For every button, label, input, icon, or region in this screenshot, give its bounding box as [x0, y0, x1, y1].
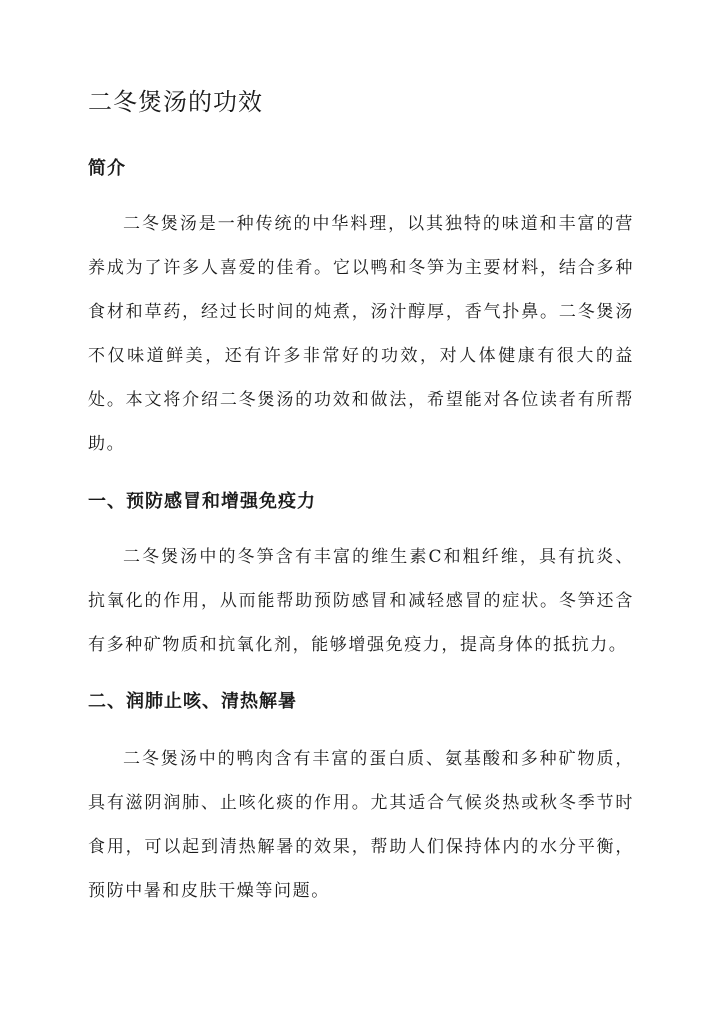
- section-heading-cold-prevention: 一、预防感冒和增强免疫力: [88, 491, 316, 512]
- section-paragraph-intro: 二冬煲汤是一种传统的中华料理，以其独特的味道和丰富的营养成为了许多人喜爱的佳肴。它以鸭和冬笋为主要材料，结合多种食材和草药，经过长时间的炖煮，汤汁醇厚，香气扑鼻。二冬煲汤不仅味道鲜美，还有许多非常好的功效，对人体健康有很大的益处。本文将介绍二冬煲汤的功效和做法，希望能对各位读者有所帮助。: [88, 214, 634, 454]
- section-paragraph-lung-moistening: 二冬煲汤中的鸭肉含有丰富的蛋白质、氨基酸和多种矿物质，具有滋阴润肺、止咳化痰的作用。尤其适合气候炎热或秋冬季节时食用，可以起到清热解暑的效果，帮助人们保持体内的水分平衡，预防中暑和皮肤干燥等问题。: [88, 749, 634, 901]
- document-title: 二冬煲汤的功效: [88, 88, 263, 116]
- section-heading-intro: 简介: [88, 158, 126, 179]
- section-paragraph-cold-prevention: 二冬煲汤中的冬笋含有丰富的维生素C和粗纤维，具有抗炎、抗氧化的作用，从而能帮助预防感冒和减轻感冒的症状。冬笋还含有多种矿物质和抗氧化剂，能够增强免疫力，提高身体的抵抗力。: [88, 547, 634, 655]
- section-heading-lung-moistening: 二、润肺止咳、清热解暑: [88, 691, 297, 712]
